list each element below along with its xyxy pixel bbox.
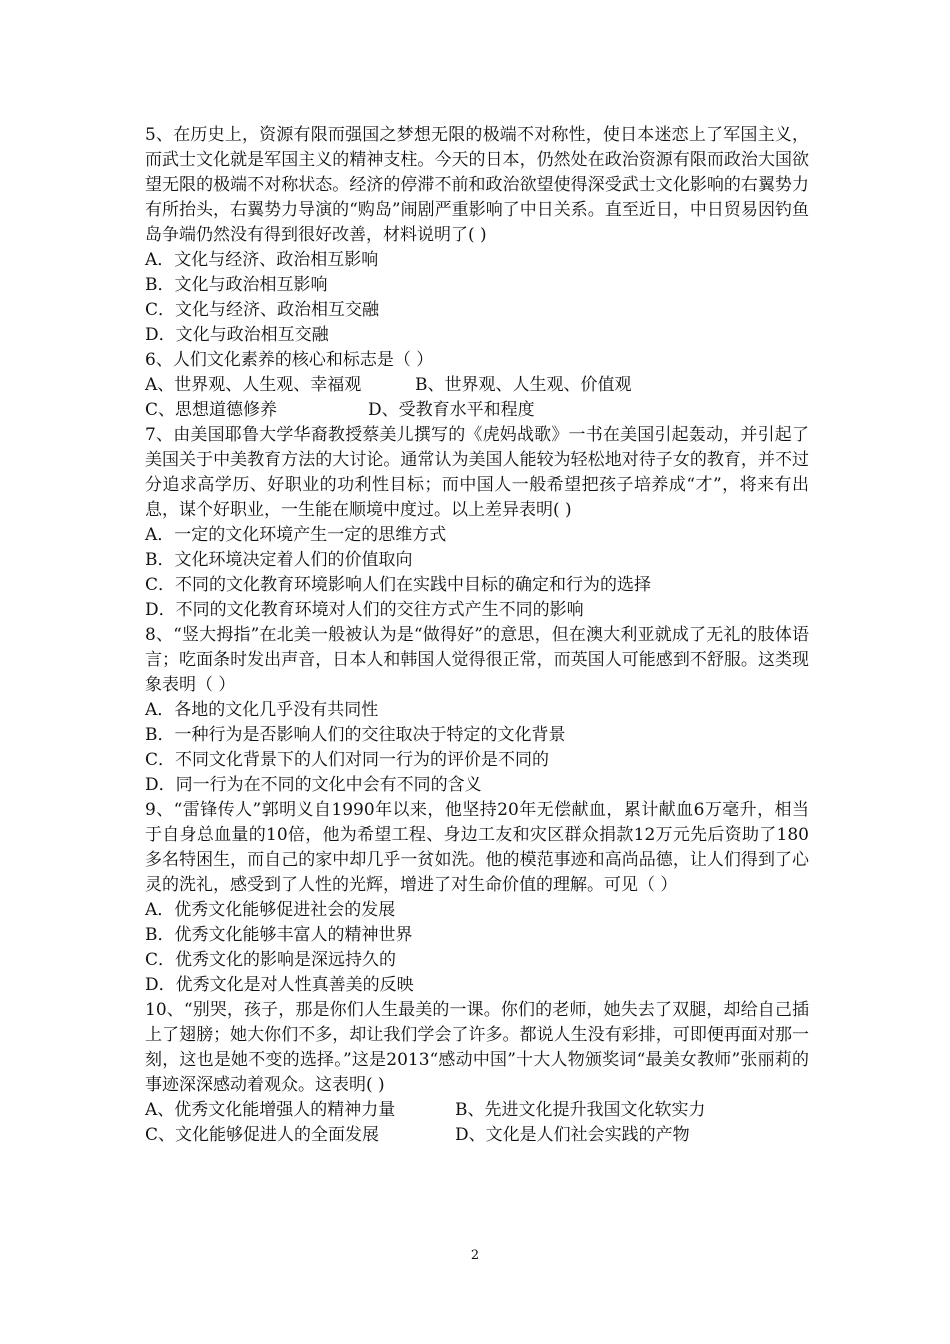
question-9-stem: 9、“雷锋传人”郭明义自1990年以来，他坚持20年无偿献血，累计献血6万毫升，相当于自身总血量的10倍，他为希望工程、身边工友和灾区群众捐款12万元先后资助了180多名特困生，而自己的家中却几乎一贫如洗。他的模范事迹和高尚品德，让人们得到了心灵的洗礼，感受到了人性的光辉，增进了对生命价值的理解。可见（ ） [145, 800, 809, 895]
question-8-option-b: B．一种行为是否影响人们的交往取决于特定的文化背景 [145, 725, 566, 745]
question-10-stem: 10、“别哭，孩子，那是你们人生最美的一课。你们的老师，她失去了双腿，却给自己插上了翅膀；她大你们不多，却让我们学会了许多。都说人生没有彩排，可即便再面对那一刻，这也是她不变的选择。”这是2013“感动中国”十大人物颁奖词“最美女教师”张丽莉的事迹深深感动着观众。这表明( ) [145, 1000, 809, 1095]
page-number: 2 [470, 1248, 480, 1263]
question-5 [145, 123, 809, 348]
question-8-option-d: D．同一行为在不同的文化中会有不同的含义 [145, 775, 482, 795]
question-6 [145, 348, 809, 423]
question-6-option-c: C、思想道德修养 [145, 400, 278, 420]
exam-content [145, 123, 809, 1148]
question-10-options-row-1 [145, 1098, 809, 1123]
question-6-options-row-2 [145, 398, 809, 423]
question-6-option-d: D、受教育水平和程度 [368, 400, 535, 420]
question-10-option-c: C、文化能够促进人的全面发展 [145, 1125, 380, 1145]
question-10-option-b: B、先进文化提升我国文化软实力 [455, 1100, 706, 1120]
question-10 [145, 998, 809, 1148]
question-5-option-b: B．文化与政治相互影响 [145, 275, 328, 295]
question-10-option-d: D、文化是人们社会实践的产物 [455, 1125, 690, 1145]
question-5-option-a: A．文化与经济、政治相互影响 [145, 250, 379, 270]
question-6-stem: 6、人们文化素养的核心和标志是（ ） [145, 350, 434, 370]
question-9-option-a: A．优秀文化能够促进社会的发展 [145, 900, 396, 920]
question-5-stem: 5、在历史上，资源有限而强国之梦想无限的极端不对称性，使日本迷恋上了军国主义，而武士文化就是军国主义的精神支柱。今天的日本，仍然处在政治资源有限而政治大国欲望无限的极端不对称状态。经济的停滞不前和政治欲望使得深受武士文化影响的右翼势力有所抬头，右翼势力导演的“购岛”闹剧严重影响了中日关系。直至近日，中日贸易因钓鱼岛争端仍然没有得到很好改善，材料说明了( ) [145, 125, 809, 245]
question-8 [145, 623, 809, 798]
question-6-option-b: B、世界观、人生观、价值观 [415, 375, 632, 395]
question-9 [145, 798, 809, 998]
question-7-option-b: B．文化环境决定着人们的价值取向 [145, 550, 413, 570]
question-7-option-a: A．一定的文化环境产生一定的思维方式 [145, 525, 447, 545]
question-8-option-a: A．各地的文化几乎没有共同性 [145, 700, 379, 720]
question-8-option-c: C．不同文化背景下的人们对同一行为的评价是不同的 [145, 750, 550, 770]
question-10-option-a: A、优秀文化能增强人的精神力量 [145, 1100, 396, 1120]
question-8-stem: 8、“竖大拇指”在北美一般被认为是“做得好”的意思，但在澳大利亚就成了无礼的肢体语言；吃面条时发出声音，日本人和韩国人觉得很正常，而英国人可能感到不舒服。这类现象表明（ ） [145, 625, 809, 695]
question-7-stem: 7、由美国耶鲁大学华裔教授蔡美儿撰写的《虎妈战歌》一书在美国引起轰动，并引起了美国关于中美教育方法的大讨论。通常认为美国人能较为轻松地对待子女的教育，并不过分追求高学历、好职业的功利性目标；而中国人一般希望把孩子培养成“才”，将来有出息，谋个好职业，一生能在顺境中度过。以上差异表明( ) [145, 425, 809, 520]
question-7-option-d: D．不同的文化教育环境对人们的交往方式产生不同的影响 [145, 600, 584, 620]
question-6-options-row-1 [145, 373, 809, 398]
question-5-option-d: D．文化与政治相互交融 [145, 325, 329, 345]
question-9-option-c: C．优秀文化的影响是深远持久的 [145, 950, 397, 970]
question-7 [145, 423, 809, 623]
question-10-options-row-2 [145, 1123, 809, 1148]
question-9-option-b: B．优秀文化能够丰富人的精神世界 [145, 925, 413, 945]
question-7-option-c: C．不同的文化教育环境影响人们在实践中目标的确定和行为的选择 [145, 575, 652, 595]
question-9-option-d: D．优秀文化是对人性真善美的反映 [145, 975, 414, 995]
question-6-option-a: A、世界观、人生观、幸福观 [145, 375, 362, 395]
question-5-option-c: C．文化与经济、政治相互交融 [145, 300, 380, 320]
